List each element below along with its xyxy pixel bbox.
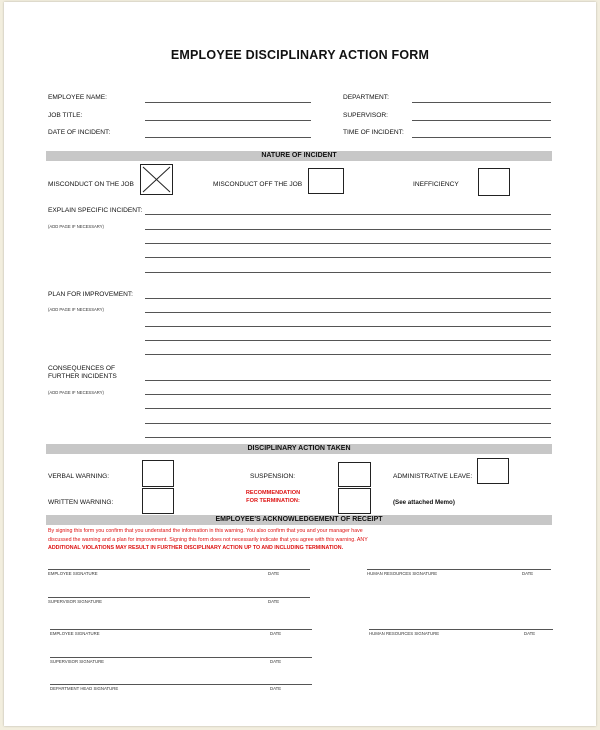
verbal-warning-label: VERBAL WARNING: — [48, 473, 110, 480]
employee-name-field[interactable] — [145, 102, 311, 103]
administrative-leave-checkbox[interactable] — [477, 458, 509, 484]
hr-signature-line-2[interactable] — [369, 629, 553, 630]
written-warning-label: WRITTEN WARNING: — [48, 499, 114, 506]
inefficiency-label: INEFFICIENCY — [413, 181, 459, 188]
department-head-signature-label: DEPARTMENT HEAD SIGNATURE — [50, 686, 119, 691]
form-title: EMPLOYEE DISCIPLINARY ACTION FORM — [170, 48, 430, 62]
recommendation-line2: FOR TERMINATION: — [246, 498, 300, 504]
recommendation-line1: RECOMMENDATION — [245, 490, 301, 496]
supervisor-label: SUPERVISOR: — [343, 112, 388, 119]
plan-add-page-note: (ADD PAGE IF NECESSARY) — [48, 307, 104, 312]
hr-signature-date-2: DATE — [524, 631, 536, 636]
explain-line-4[interactable] — [145, 257, 551, 258]
plan-line-2[interactable] — [145, 312, 551, 313]
hr-signature-label-1: HUMAN RESOURCES SIGNATURE — [367, 571, 438, 576]
supervisor-signature-label-1: SUPERVISOR SIGNATURE — [48, 599, 103, 604]
misconduct-off-job-checkbox[interactable] — [308, 168, 344, 194]
department-field[interactable] — [412, 102, 551, 103]
supervisor-signature-line-1[interactable] — [48, 597, 310, 598]
misconduct-on-job-label: MISCONDUCT ON THE JOB — [48, 181, 134, 188]
job-title-label: JOB TITLE: — [48, 112, 83, 119]
time-of-incident-field[interactable] — [412, 137, 551, 138]
explain-line-2[interactable] — [145, 229, 551, 230]
suspension-checkbox[interactable] — [338, 462, 371, 487]
department-head-signature-date: DATE — [270, 686, 282, 691]
department-label: DEPARTMENT: — [343, 94, 389, 101]
employee-signature-label-2: EMPLOYEE SIGNATURE — [50, 631, 100, 636]
acknowledgement-text — [48, 527, 548, 553]
supervisor-signature-label-2: SUPERVISOR SIGNATURE — [50, 659, 105, 664]
consequences-label-line2: FURTHER INCIDENTS — [48, 373, 117, 380]
explain-add-page-note: (ADD PAGE IF NECESSARY) — [48, 224, 104, 229]
supervisor-field[interactable] — [412, 120, 551, 121]
employee-signature-line-2[interactable] — [50, 629, 312, 630]
suspension-label: SUSPENSION: — [250, 473, 296, 480]
misconduct-off-job-label: MISCONDUCT OFF THE JOB — [213, 181, 303, 188]
supervisor-signature-date-2: DATE — [270, 659, 282, 664]
explain-line-5[interactable] — [145, 272, 551, 273]
employee-name-label: EMPLOYEE NAME: — [48, 94, 107, 101]
acknowledgement-line1: By signing this form you confirm that you understand the information in this warning. You also confirm that you and your manager have — [48, 528, 363, 534]
consequences-label-line1: CONSEQUENCES OF — [48, 365, 116, 372]
supervisor-signature-line-2[interactable] — [50, 657, 312, 658]
nature-of-incident-header: NATURE OF INCIDENT — [46, 151, 552, 161]
plan-improvement-label: PLAN FOR IMPROVEMENT: — [48, 291, 133, 298]
hr-signature-label-2: HUMAN RESOURCES SIGNATURE — [369, 631, 440, 636]
consequences-line-4[interactable] — [145, 423, 551, 424]
consequences-line-1[interactable] — [145, 380, 551, 381]
employee-signature-date-1: DATE — [268, 571, 280, 576]
hr-signature-date-1: DATE — [522, 571, 534, 576]
employee-signature-label-1: EMPLOYEE SIGNATURE — [48, 571, 98, 576]
consequences-line-2[interactable] — [145, 394, 551, 395]
plan-line-3[interactable] — [145, 326, 551, 327]
supervisor-signature-date-1: DATE — [268, 599, 280, 604]
consequences-line-5[interactable] — [145, 437, 551, 438]
employee-signature-date-2: DATE — [270, 631, 282, 636]
hr-signature-line-1[interactable] — [367, 569, 551, 570]
employee-signature-line-1[interactable] — [48, 569, 310, 570]
see-attached-memo: (See attached Memo) — [393, 499, 455, 506]
explain-line-1[interactable] — [145, 214, 551, 215]
misconduct-on-job-checkbox[interactable] — [140, 164, 173, 195]
checkmark-x-icon — [141, 165, 172, 194]
acknowledgement-line3: ADDITIONAL VIOLATIONS MAY RESULT IN FURTHER DISCIPLINARY ACTION UP TO AND INCLUDING TERMINATION. — [48, 545, 344, 552]
explain-incident-label: EXPLAIN SPECIFIC INCIDENT: — [48, 207, 143, 214]
inefficiency-checkbox[interactable] — [478, 168, 510, 196]
plan-line-5[interactable] — [145, 354, 551, 355]
plan-line-1[interactable] — [145, 298, 551, 299]
explain-line-3[interactable] — [145, 243, 551, 244]
verbal-warning-checkbox[interactable] — [142, 460, 174, 487]
department-head-signature-line[interactable] — [50, 684, 312, 685]
administrative-leave-label: ADMINISTRATIVE LEAVE: — [393, 473, 473, 480]
disciplinary-action-header: DISCIPLINARY ACTION TAKEN — [46, 444, 552, 454]
date-of-incident-field[interactable] — [145, 137, 311, 138]
job-title-field[interactable] — [145, 120, 311, 121]
acknowledgement-header: EMPLOYEE'S ACKNOWLEDGEMENT OF RECEIPT — [46, 515, 552, 525]
time-of-incident-label: TIME OF INCIDENT: — [343, 129, 404, 136]
written-warning-checkbox[interactable] — [142, 488, 174, 514]
recommendation-termination-label — [232, 489, 314, 505]
form-page — [4, 2, 596, 726]
consequences-add-page-note: (ADD PAGE IF NECESSARY) — [48, 390, 104, 395]
acknowledgement-line2: discussed the warning and a plan for improvement. Signing this form does not necessarily indicate that you agree with this warning. ANY — [48, 536, 368, 543]
date-of-incident-label: DATE OF INCIDENT: — [48, 129, 111, 136]
consequences-line-3[interactable] — [145, 408, 551, 409]
plan-line-4[interactable] — [145, 340, 551, 341]
termination-checkbox[interactable] — [338, 488, 371, 514]
